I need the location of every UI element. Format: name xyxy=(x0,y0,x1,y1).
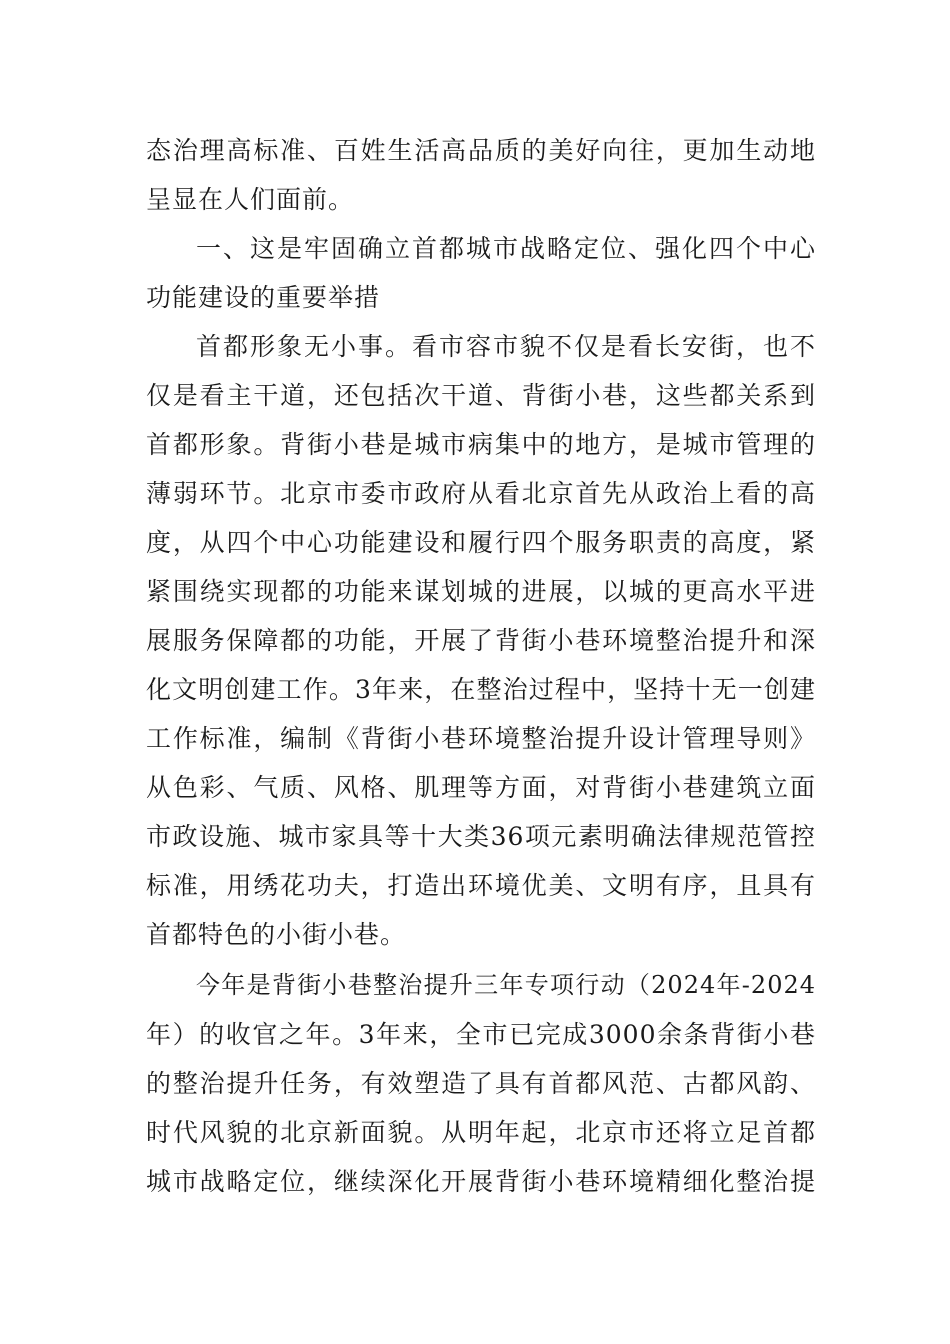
text-line: 态治理高标准、百姓生活高品质的美好向往，更加生动地 xyxy=(146,136,816,165)
text-line: 仅是看主干道，还包括次干道、背街小巷，这些都关系到 xyxy=(146,381,816,410)
text-line: 的整治提升任务，有效塑造了具有首都风范、古都风韵、 xyxy=(146,1069,816,1098)
text-line: 标准，用绣花功夫，打造出环境优美、文明有序，且具有 xyxy=(146,871,816,900)
text-line: 展服务保障都的功能，开展了背街小巷环境整治提升和深 xyxy=(146,626,816,655)
text-line: 工作标准，编制《背街小巷环境整治提升设计管理导则》 xyxy=(146,724,816,753)
text-line: 薄弱环节。北京市委市政府从看北京首先从政治上看的高 xyxy=(146,479,816,508)
section-heading xyxy=(146,224,816,322)
text-line: 时代风貌的北京新面貌。从明年起，北京市还将立足首都 xyxy=(146,1118,816,1147)
text-line: 今年是背街小巷整治提升三年专项行动（2024年-2024 xyxy=(196,971,816,999)
paragraph-capital-image xyxy=(146,322,816,959)
document-body xyxy=(146,126,816,1206)
text-line: 从色彩、气质、风格、肌理等方面，对背街小巷建筑立面 xyxy=(146,773,816,802)
text-line: 呈显在人们面前。 xyxy=(146,185,355,214)
text-line: 城市战略定位，继续深化开展背街小巷环境精细化整治提 xyxy=(146,1167,816,1196)
text-line: 首都形象无小事。看市容市貌不仅是看长安街，也不 xyxy=(196,332,816,361)
text-line: 首都形象。背街小巷是城市病集中的地方，是城市管理的 xyxy=(146,430,816,459)
text-line: 化文明创建工作。3年来，在整治过程中，坚持十无一创建 xyxy=(146,675,816,704)
text-line: 度，从四个中心功能建设和履行四个服务职责的高度，紧 xyxy=(146,528,816,557)
text-line: 首都特色的小街小巷。 xyxy=(146,920,407,949)
paragraph-continuation xyxy=(146,126,816,224)
text-line: 紧围绕实现都的功能来谋划城的进展，以城的更高水平进 xyxy=(146,577,816,606)
text-line: 一、这是牢固确立首都城市战略定位、强化四个中心 xyxy=(196,234,816,263)
text-line: 市政设施、城市家具等十大类36项元素明确法律规范管控 xyxy=(146,822,816,851)
text-line: 年）的收官之年。3年来，全市已完成3000余条背街小巷 xyxy=(146,1020,816,1049)
text-line: 功能建设的重要举措 xyxy=(146,283,381,312)
paragraph-three-year-action xyxy=(146,961,816,1206)
